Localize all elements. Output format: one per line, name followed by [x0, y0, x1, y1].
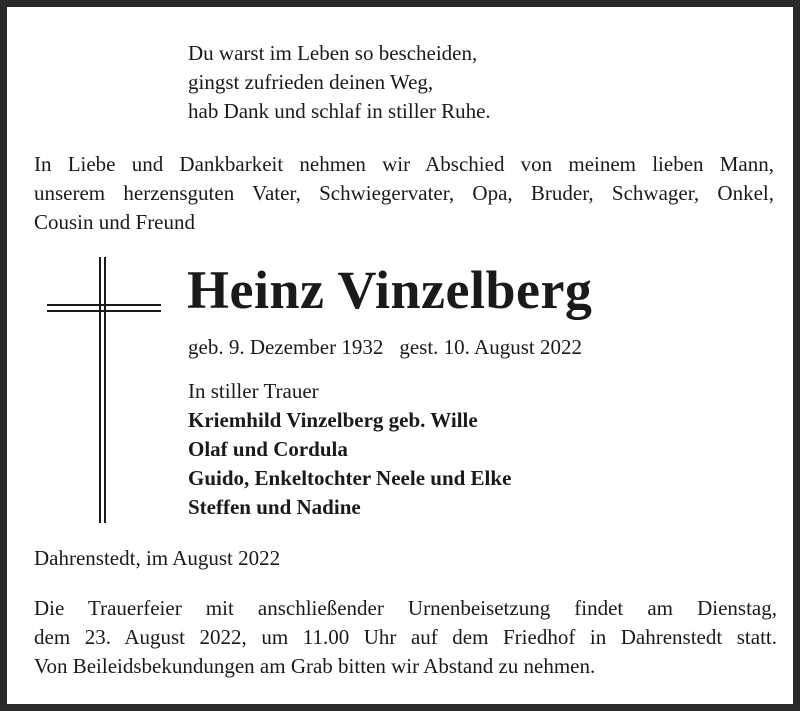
birth-date: geb. 9. Dezember 1932: [188, 335, 384, 359]
memorial-poem: [188, 39, 491, 126]
service-info: [34, 594, 777, 681]
place-date: Dahrenstedt, im August 2022: [34, 546, 281, 570]
poem-line: gingst zufrieden deinen Weg,: [188, 70, 434, 94]
intro-line: Cousin und Freund: [34, 210, 196, 234]
service-line: Die Trauerfeier mit anschließender Urnenbeisetzung findet am Dienstag,: [34, 596, 777, 620]
death-date: gest. 10. August 2022: [399, 335, 582, 359]
intro-line: unserem herzensguten Vater, Schwiegervater, Opa, Bruder, Schwager, Onkel,: [34, 181, 774, 205]
service-line: dem 23. August 2022, um 11.00 Uhr auf dem Friedhof in Dahrenstedt statt.: [34, 625, 777, 649]
deceased-name: Heinz Vinzelberg: [187, 260, 593, 320]
poem-line: Du warst im Leben so bescheiden,: [188, 41, 478, 65]
mourner-name: Guido, Enkeltochter Neele und Elke: [188, 466, 512, 490]
intro-line: In Liebe und Dankbarkeit nehmen wir Abschied von meinem lieben Mann,: [34, 152, 774, 176]
mourners-heading: In stiller Trauer: [188, 379, 319, 403]
mourners-block: [188, 377, 511, 522]
mourner-name: Steffen und Nadine: [188, 495, 361, 519]
cross-icon: [37, 253, 161, 523]
mourner-name: Olaf und Cordula: [188, 437, 348, 461]
mourner-name: Kriemhild Vinzelberg geb. Wille: [188, 408, 478, 432]
service-line: Von Beileidsbekundungen am Grab bitten wir Abstand zu nehmen.: [34, 654, 596, 678]
poem-line: hab Dank und schlaf in stiller Ruhe.: [188, 99, 491, 123]
life-dates: [188, 333, 582, 361]
intro-text: [34, 150, 774, 237]
